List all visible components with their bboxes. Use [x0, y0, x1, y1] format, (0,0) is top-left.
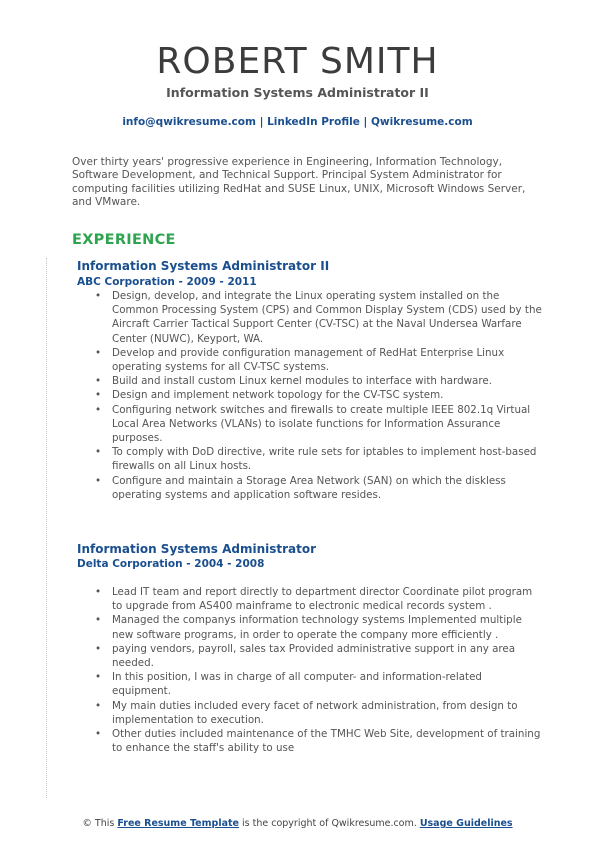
job-title-headline: Information Systems Administrator II — [166, 85, 429, 100]
job-bullets — [77, 585, 542, 755]
email-link[interactable]: info@qwikresume.com — [122, 116, 256, 128]
list-item: • Lead IT team and report directly to department director Coordinate pilot program to upgrade from AS400 mainframe to electronic medical records system . — [112, 585, 542, 613]
list-item: • paying vendors, payroll, sales tax Provided administrative support in any area needed. — [112, 642, 542, 670]
list-item: • Configure and maintain a Storage Area Network (SAN) on which the diskless operating systems and application software resides. — [112, 474, 542, 502]
list-item: • In this position, I was in charge of all computer- and information-related equipment. — [112, 670, 542, 698]
list-item: • Develop and provide configuration management of RedHat Enterprise Linux operating systems for all CV-TSC systems. — [112, 346, 542, 374]
list-item: • Configuring network switches and firewalls to create multiple IEEE 802.1q Virtual Local Area Networks (VLANs) to isolate functions for Information Assurance purposes. — [112, 403, 542, 446]
list-item: • Build and install custom Linux kernel modules to interface with hardware. — [112, 374, 542, 388]
contact-links — [0, 114, 595, 130]
website-link[interactable]: Qwikresume.com — [370, 116, 473, 128]
list-item: • Design, develop, and integrate the Linux operating system installed on the Common Processing System (CPS) and Common Display System (CDS) used by the Aircraft Carrier Tactical Support Center (CV-TSC) at the Naval Undersea Warfare Center (NUWC), Keyport, WA. — [112, 289, 542, 346]
list-item: • My main duties included every facet of network administration, from design to implementation to execution. — [112, 699, 542, 727]
job-company: ABC Corporation - 2009 - 2011 — [77, 276, 257, 288]
contact-separator: | — [259, 116, 264, 128]
list-item: • Managed the companys information technology systems Implemented multiple new software programs, in order to operate the company more efficiently . — [112, 613, 542, 641]
experience-heading: EXPERIENCE — [72, 232, 176, 248]
summary-paragraph: Over thirty years' progressive experience in Engineering, Information Technology, Software Development, and Technical Support. Principal System Administrator for computing facilities utilizing RedHat and SUSE Linux, UNIX, Microsoft Windows Server, and VMware. — [72, 156, 526, 208]
footer-prefix: © This — [82, 818, 115, 829]
free-resume-template-link[interactable]: Free Resume Template — [117, 818, 239, 829]
job-title: Information Systems Administrator II — [77, 259, 330, 273]
list-item: • Other duties included maintenance of the TMHC Web Site, development of training to enhance the staff's ability to use — [112, 727, 542, 755]
list-item: • Design and implement network topology for the CV-TSC system. — [112, 388, 542, 402]
copyright-footer — [0, 817, 595, 831]
job-company: Delta Corporation - 2004 - 2008 — [77, 558, 265, 570]
job-title: Information Systems Administrator — [77, 542, 317, 556]
footer-copyright-text: is the copyright of Qwikresume.com. — [242, 818, 417, 829]
job-bullets — [77, 289, 542, 502]
contact-separator: | — [363, 116, 368, 128]
timeline-rail — [46, 258, 47, 798]
list-item: • To comply with DoD directive, write rule sets for iptables to implement host-based firewalls on all Linux hosts. — [112, 445, 542, 473]
candidate-name: ROBERT SMITH — [156, 41, 439, 82]
usage-guidelines-link[interactable]: Usage Guidelines — [419, 818, 513, 829]
linkedin-link[interactable]: LinkedIn Profile — [267, 116, 360, 128]
